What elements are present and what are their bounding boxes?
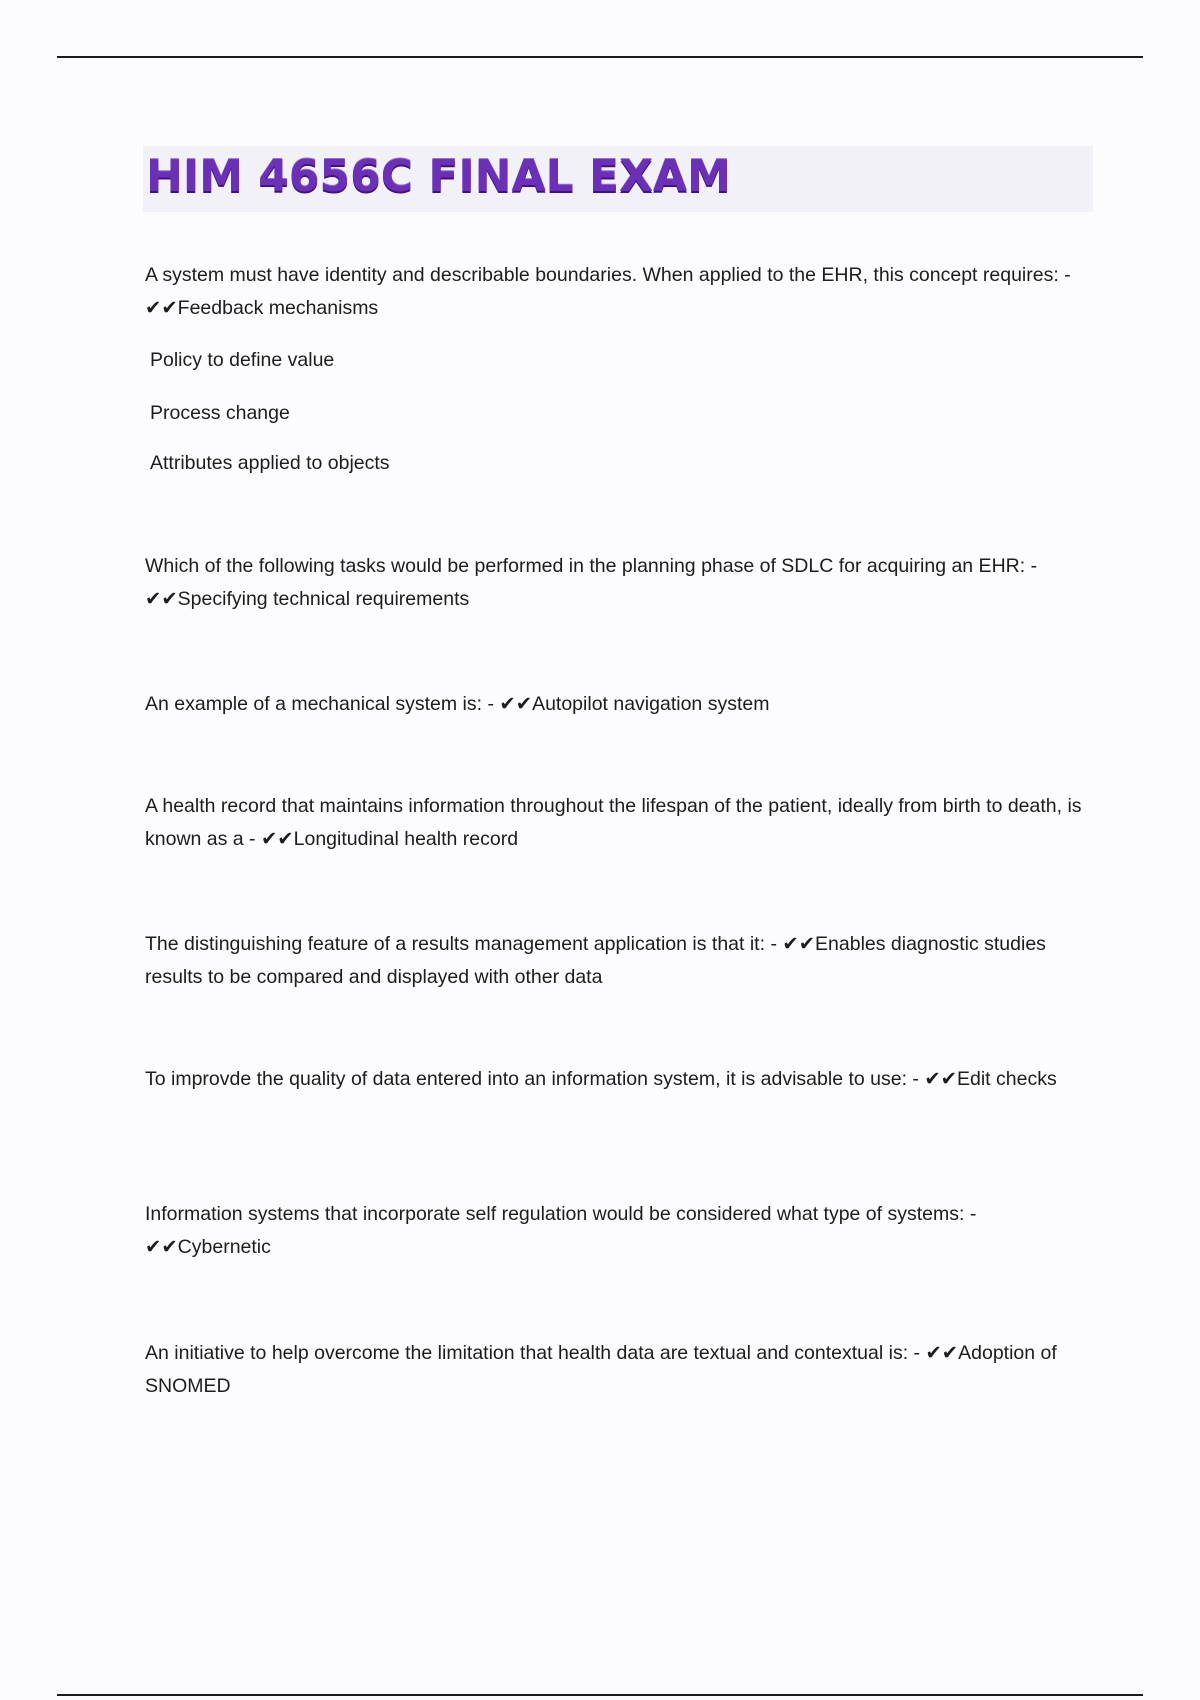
question-3: An example of a mechanical system is: - ✔✔Autopilot navigation system	[145, 693, 770, 715]
top-rule	[57, 56, 1143, 58]
question-7: Information systems that incorporate self regulation would be considered what type of systems: - ✔✔Cybernetic	[145, 1203, 977, 1258]
question-1: A system must have identity and describable boundaries. When applied to the EHR, this concept requires: - ✔✔Feedback mechanisms	[145, 264, 1071, 319]
question-5: The distinguishing feature of a results management application is that it: - ✔✔Enables diagnostic studies results to be compared and displayed with other data	[145, 933, 1046, 988]
option-3: Attributes applied to objects	[150, 452, 390, 474]
page-title: HIM 4656C FINAL EXAM	[146, 151, 731, 202]
bottom-rule	[57, 1694, 1143, 1696]
question-8: An initiative to help overcome the limitation that health data are textual and contextual is: - ✔✔Adoption of SNOMED	[145, 1342, 1057, 1397]
option-1: Policy to define value	[150, 349, 335, 371]
question-2: Which of the following tasks would be performed in the planning phase of SDLC for acquiring an EHR: - ✔✔Specifying technical requirements	[145, 555, 1038, 610]
question-6: To improvde the quality of data entered into an information system, it is advisable to use: - ✔✔Edit checks	[145, 1068, 1057, 1090]
option-2: Process change	[150, 402, 290, 424]
question-4: A health record that maintains information throughout the lifespan of the patient, ideally from birth to death, is known as a - ✔✔Longitudinal health record	[145, 795, 1082, 850]
